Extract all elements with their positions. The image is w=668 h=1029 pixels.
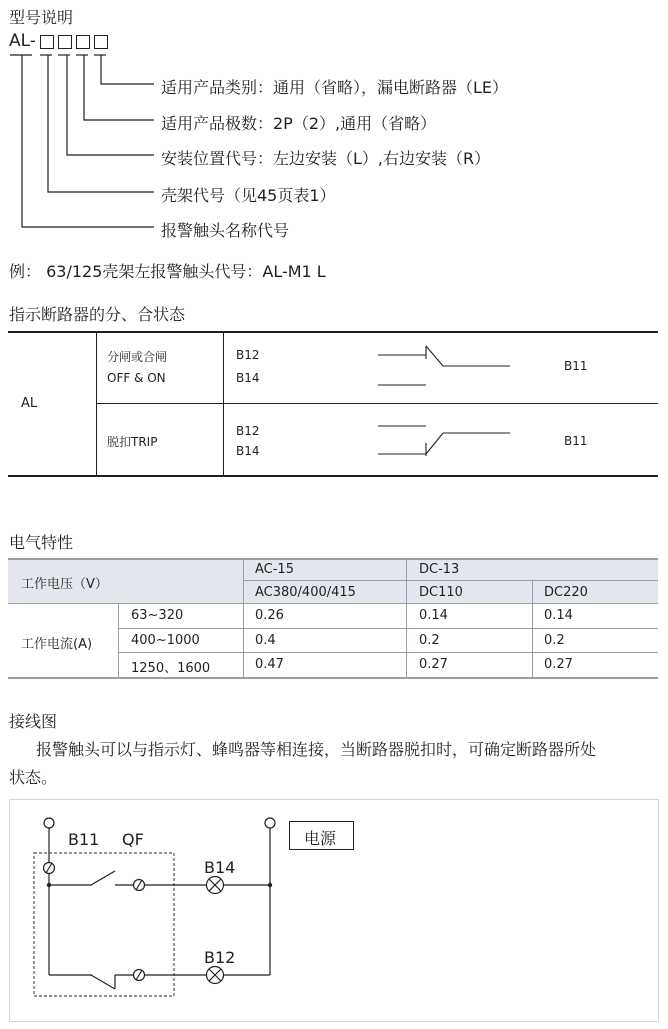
electrical-row-dc220: 0.14 xyxy=(544,608,573,623)
state-row1-name1: 分闸或合闸 xyxy=(107,350,168,364)
electrical-current-label: 工作电流(A) xyxy=(21,637,93,652)
electrical-row-ac: 0.26 xyxy=(255,608,284,623)
state-row1-name2: OFF & ON xyxy=(107,371,166,385)
electrical-row-dc220: 0.27 xyxy=(544,657,573,672)
state-row2-name1: 脱扣TRIP xyxy=(107,435,158,449)
electrical-row-range: 63~320 xyxy=(131,608,184,623)
state-row2-term-right: B11 xyxy=(564,434,588,448)
state-row1-term-right: B11 xyxy=(564,359,588,373)
model-line-position: 安装位置代号：左边安装（L）,右边安装（R） xyxy=(161,149,491,168)
electrical-dc110-header: DC110 xyxy=(419,585,463,600)
electrical-row-ac: 0.47 xyxy=(255,657,284,672)
electrical-heading: 电气特性 xyxy=(9,533,74,552)
wiring-power-label: 电源 xyxy=(304,829,337,848)
electrical-voltage-label: 工作电压（V） xyxy=(21,577,108,592)
state-row1-term2: B14 xyxy=(236,371,260,385)
state-row2-term2: B14 xyxy=(236,444,260,458)
model-line-poles: 适用产品极数：2P（2）,通用（省略） xyxy=(161,114,437,133)
electrical-row-dc220: 0.2 xyxy=(544,633,565,648)
wiring-desc-line2: 状态。 xyxy=(9,768,58,787)
wiring-desc-line1: 报警触头可以与指示灯、蜂鸣器等相连接，当断路器脱扣时，可确定断路器所处 xyxy=(36,740,597,759)
electrical-ac-group: AC-15 xyxy=(255,562,294,577)
electrical-row-ac: 0.4 xyxy=(255,633,276,648)
wiring-label-b11: B11 xyxy=(68,830,100,849)
electrical-row-dc110: 0.27 xyxy=(419,657,448,672)
model-line-frame: 壳架代号（见45页表1） xyxy=(161,186,336,205)
electrical-row-range: 1250、1600 xyxy=(131,661,211,676)
state-row-label: AL xyxy=(21,396,38,411)
model-code-prefix: AL- xyxy=(9,31,36,51)
electrical-row-range: 400~1000 xyxy=(131,633,200,648)
model-example: 例： 63/125壳架左报警触头代号：AL-M1 L xyxy=(9,262,326,281)
wiring-label-b12: B12 xyxy=(204,948,236,967)
electrical-dc220-header: DC220 xyxy=(544,585,588,600)
electrical-ac-voltage: AC380/400/415 xyxy=(255,585,356,600)
state-heading: 指示断路器的分、合状态 xyxy=(9,305,186,324)
wiring-label-qf: QF xyxy=(122,830,144,849)
state-row2-term1: B12 xyxy=(236,424,260,438)
electrical-dc-group: DC-13 xyxy=(419,562,460,577)
model-line-name: 报警触头名称代号 xyxy=(161,221,290,240)
wiring-label-b14: B14 xyxy=(204,858,236,877)
state-row1-term1: B12 xyxy=(236,348,260,362)
wiring-heading: 接线图 xyxy=(9,712,58,731)
electrical-row-dc110: 0.14 xyxy=(419,608,448,623)
model-heading: 型号说明 xyxy=(9,8,74,27)
model-line-category: 适用产品类别：通用（省略），漏电断路器（LE） xyxy=(161,78,509,97)
electrical-row-dc110: 0.2 xyxy=(419,633,440,648)
